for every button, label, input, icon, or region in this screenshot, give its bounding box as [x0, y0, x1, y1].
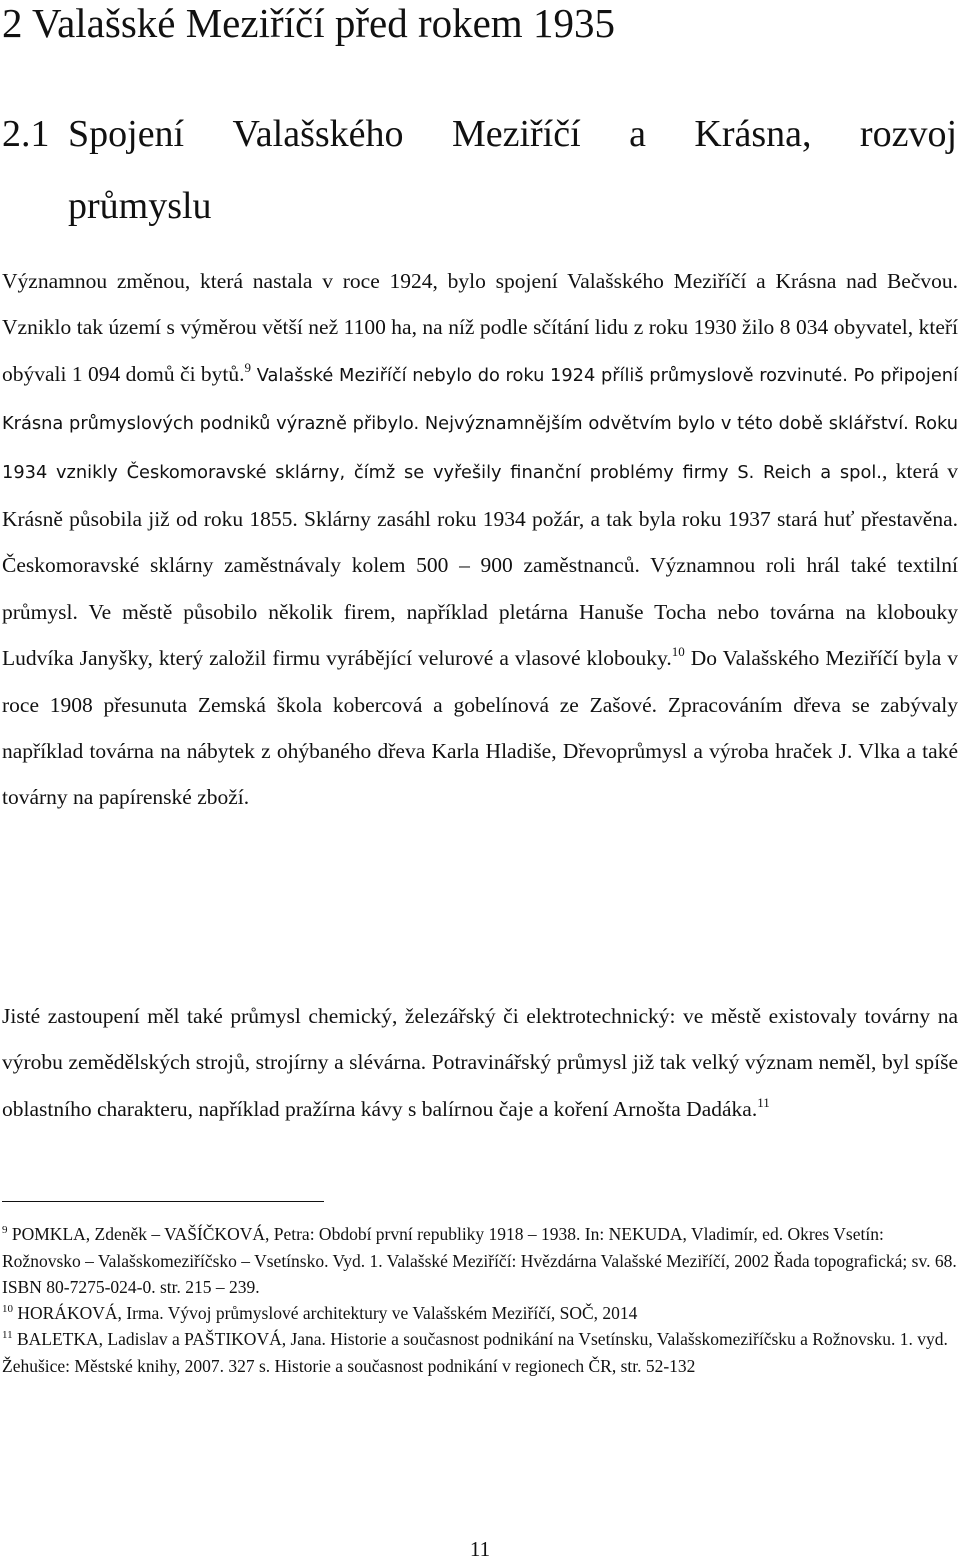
page-number: 11 [469, 1537, 491, 1561]
section-heading-word: a [629, 113, 646, 155]
footnote-ref-9: 9 [244, 359, 252, 375]
section-heading-line-1 [2, 98, 957, 170]
footnote-10: $^{10}$ HORÁKOVÁ, Irma. Vývoj průmyslové architektury ve Valašském Meziříčí, SOČ, 2014 [2, 1303, 638, 1323]
paragraph-1: Významnou změnou, která nastala v roce 1924, bylo spojení Valašského Meziříčí a Krásna nad Bečvou. Vzniklo tak území s výměrou větší než 1100 ha, na níž podle sčítání lidu z roku 1930 žilo 8 034 obyvatel, kteří obývali 1 094 domů či bytů.$^9$ Valašské Meziříčí nebylo do roku 1924 příliš průmyslově rozvinuté. Po připojení Krásna průmyslových podniků výrazně přibylo. Nejvýznamnějším odvětvím bylo v této době sklářství. Roku 1934 vznikly Českomoravské sklárny, čímž se vyřešily finanční problémy firmy S. Reich a spol., která v Krásně působila již od roku 1855. Sklárny zasáhl roku 1934 požár, a tak byla roku 1937 stará huť přestavěna. Českomoravské sklárny zaměstnávaly kolem 500 – 900 zaměstnanců. Významnou roli hrál také textilní průmysl. Ve městě působilo několik firem, například pletárna Hanuše Tocha nebo továrna na klobouky Ludvíka Janyšky, který založil firmu vyrábějící velurové a vlasové klobouky.$^{10}$ Do Valašského Meziříčí byla v roce 1908 přesunuta Zemská škola kobercová a gobelínová ze Zašové. Zpracováním dřeva se zabývaly například továrna na nábytek z ohýbaného dřeva Karla Hladiše, Dřevoprůmysl a výroba hraček J. Vlka a také továrny na papírenské zboží. [2, 269, 959, 810]
section-heading-word: rozvoj [859, 113, 957, 155]
footnote-ref-11: 11 [757, 1094, 770, 1110]
footnote-separator [2, 1201, 324, 1202]
section-heading-word: Meziříčí [451, 113, 581, 155]
footnote-11: $^{11}$ BALETKA, Ladislav a PAŠTIKOVÁ, Jana. Historie a současnost podnikání na Vsetínsku, Valašskomeziříčsku a Rožnovsku. 1. vyd. Žehušice: Městské knihy, 2007. 327 s. Historie a současnost podnikání v regionech ČR, str. 52-132 [2, 1329, 948, 1376]
section-heading-line-2: průmyslu [68, 185, 212, 227]
paragraph-2: Jisté zastoupení měl také průmysl chemický, železářský či elektrotechnický: ve městě existovaly továrny na výrobu zemědělských strojů, strojírny a slévárna. Potravinářský průmysl již tak velký význam neměl, byl spíše oblastního charakteru, například pražírna kávy s balírnou čaje a koření Arnošta Dadáka.$^{11}$ [2, 1004, 958, 1121]
footnote-9: $^9$ POMKLA, Zdeněk – VAŠÍČKOVÁ, Petra: Období první republiky 1918 – 1938. In: NEKUDA, Vladimír, ed. Okres Vsetín: Rožnovsko – Valašskomeziříčsko – Vsetínsko. Vyd. 1. Valašské Meziříčí: Hvězdárna Valašské Meziříčí, 2002 Řada topografická; sv. 68. ISBN 80-7275-024-0. str. 215 – 239. [2, 1224, 957, 1297]
footnote-ref-10: 10 [671, 644, 685, 660]
section-heading-word: Krásna, [694, 113, 812, 155]
section-heading-word: Valašského [232, 113, 404, 155]
section-heading [2, 98, 957, 242]
section-number: 2.1 Spojení [2, 113, 185, 155]
chapter-heading: 2 Valašské Meziříčí před rokem 1935 [2, 0, 615, 46]
